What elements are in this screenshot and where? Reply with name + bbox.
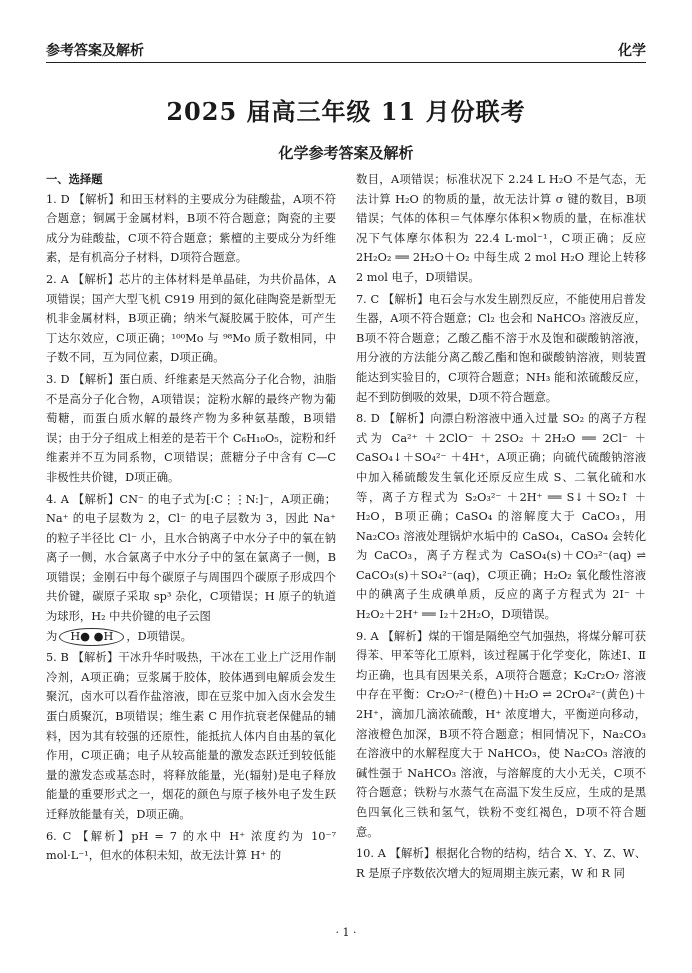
right-column — [356, 170, 646, 885]
answer-item-3: 3. D 【解析】蛋白质、纤维素是天然高分子化合物，油脂不是高分子化合物，A项错误；淀粉水解的最终产物为葡萄糖，而蛋白质水解的最终产物为多种氨基酸，B项错误；由于分子组成上相差的是若干个 C₆H₁₀O₅，淀粉和纤维素并不互为同系物，C项错误；蔗糖分子中含有 C—C 非极性共价键，D项正确。 — [46, 372, 336, 484]
answer-item-2: 2. A 【解析】芯片的主体材料是单晶硅，为共价晶体，A项错误；国产大型飞机 C919 用到的氮化硅陶瓷是新型无机非金属材料，B项正确；纳米气凝胶属于胶体，可产生丁达尔效应，C项正确；¹⁰⁰Mo 与 ⁹⁸Mo 质子数相同，中子数不同，互为同位素，D项正确。 — [46, 272, 336, 365]
answer-item-6: 6. C 【解析】pH = 7 的水中 H⁺ 浓度约为 10⁻⁷ mol·L⁻¹，但水的体积未知，故无法计算 H⁺ 的 — [46, 829, 336, 863]
page-number: · 1 · — [335, 926, 357, 939]
header-left-text: 参考答案及解析 — [46, 43, 144, 59]
header-subject: 化学 — [618, 43, 646, 59]
document-subtitle: 化学参考答案及解析 — [278, 144, 414, 162]
left-column — [46, 170, 336, 868]
answer-item-9: 9. A 【解析】煤的干馏是隔绝空气加强热，将煤分解可获得苯、甲苯等化工原料，该过程属于化学变化，陈述Ⅰ、Ⅱ均正确，也具有因果关系，A项符合题意；K₂Cr₂O₇ 溶液中存在平衡：Cr₂O₇²⁻(橙色)＋H₂O ⇌ 2CrO₄²⁻(黄色)＋2H⁺，滴加几滴浓硫酸，H⁺ 浓度增大，平衡逆向移动，溶液橙色加深，B项不符合题意；相同情况下，Na₂CO₃ 在溶液中的水解程度大于 NaHCO₃，使 Na₂CO₃ 溶液的碱性强于 NaHCO₃ 溶液，与溶解度的大小无关，C项不符合题意；铁粉与水蒸气在高温下发生反应，生成的是黑色四氧化三铁和氢气，铁粉不变红褐色，D项不符合题意。 — [356, 629, 646, 839]
document-title: 2025 届高三年级 11 月份联考 — [166, 97, 526, 126]
answer-item-7: 7. C 【解析】电石会与水发生剧烈反应，不能使用启普发生器，A项不符合题意；Cl₂ 也会和 NaHCO₃ 溶液反应，B项不符合题意；乙酸乙酯不溶于水及饱和碳酸钠溶液，用分液的方法能分离乙酸乙酯和饱和碳酸钠溶液，则装置能达到实验目的，C项符合题意；NH₃ 能和浓硫酸反应，起不到防倒吸的效果，D项不符合题意。 — [356, 292, 646, 404]
answer-item-6-cont: 数目，A项错误；标准状况下 2.24 L H₂O 不是气态，无法计算 H₂O 的物质的量，故无法计算 σ 键的数目，B项错误；气体的体积＝气体摩尔体积×物质的量，在标准状况下气体摩尔体积为 22.4 L·mol⁻¹，C项正确；反应 2H₂O₂ ══ 2H₂O＋O₂ 中每生成 2 mol H₂O 理论上转移 2 mol 电子，D项错误。 — [356, 173, 646, 284]
answer-item-10: 10. A 【解析】根据化合物的结构，结合 X、Y、Z、W、R 是原子序数依次增大的短周期主族元素，W 和 R 同 — [356, 847, 646, 880]
page-header — [46, 36, 646, 63]
answer-item-4 — [46, 490, 336, 647]
answer-item-4-text: 4. A 【解析】CN⁻ 的电子式为[:C⋮⋮N:]⁻，A项正确；Na⁺ 的电子层数为 2，Cl⁻ 的电子层数为 3，因此 Na⁺ 的粒子半径比 Cl⁻ 小，且水合钠离子中水分子中的氧在钠离子一侧，水合氯离子中水分子中的氢在氯离子一侧，B项错误；金刚石中每个碳原子与周围四个碳原子形成四个共价键，碳原子采取 sp³ 杂化，C项错误；H 原子的轨道为球形，H₂ 中共价键的电子云图 — [46, 492, 336, 624]
electron-cloud-figure: 为 H● ●H ，D项错误。 — [46, 627, 336, 647]
h2-electron-cloud-oval: H● ●H — [59, 628, 124, 646]
answer-item-8: 8. D 【解析】向漂白粉溶液中通入过量 SO₂ 的离子方程式为 Ca²⁺ ＋2ClO⁻ ＋2SO₂ ＋2H₂O ══ 2Cl⁻ ＋ CaSO₄↓＋SO₄²⁻ ＋4H⁺，A项正确；向硫代硫酸钠溶液中加入稀硫酸发生氧化还原反应生成 S、二氧化硫和水等，离子方程式为 S₂O₃²⁻ ＋2H⁺ ══ S↓＋SO₂↑ ＋H₂O，B项正确；CaSO₄ 的溶解度大于 CaCO₃，用 Na₂CO₃ 溶液处理锅炉水垢中的 CaSO₄，CaSO₄ 会转化为 CaCO₃，离子方程式为 CaSO₄(s)＋CO₃²⁻(aq) ⇌ CaCO₃(s)＋SO₄²⁻(aq)，C项正确；H₂O₂ 氧化酸性溶液中的碘离子生成碘单质，反应的离子方程式为 2I⁻ ＋H₂O₂＋2H⁺ ══ I₂＋2H₂O，D项错误。 — [356, 412, 646, 622]
section-heading: 一、选择题 — [46, 173, 103, 186]
answer-item-5: 5. B 【解析】干冰升华时吸热，干冰在工业上广泛用作制冷剂，A项正确；豆浆属于胶体，胶体遇到电解质会发生聚沉，卤水可以看作盐溶液，即在豆浆中加入卤水会发生蛋白质聚沉，B项错误；维生素 C 用作抗衰老保健品的辅料，因为其有较强的还原性，能抵抗人体内自由基的氧化作用，C项正确；电子从较高能量的激发态跃迁到较低能量的激发态或基态时，将释放能量，光(辐射)是电子释放能量的重要形式之一，烟花的颜色与原子核外电子发生跃迁释放能量有关，D项正确。 — [46, 651, 336, 821]
answer-item-1: 1. D 【解析】和田玉材料的主要成分为硅酸盐，A项不符合题意；铜属于金属材料，B项不符合题意；陶瓷的主要成分为硅酸盐，C项不符合题意；紫檀的主要成分为纤维素，是有机高分子材料，D项符合题意。 — [46, 192, 336, 265]
